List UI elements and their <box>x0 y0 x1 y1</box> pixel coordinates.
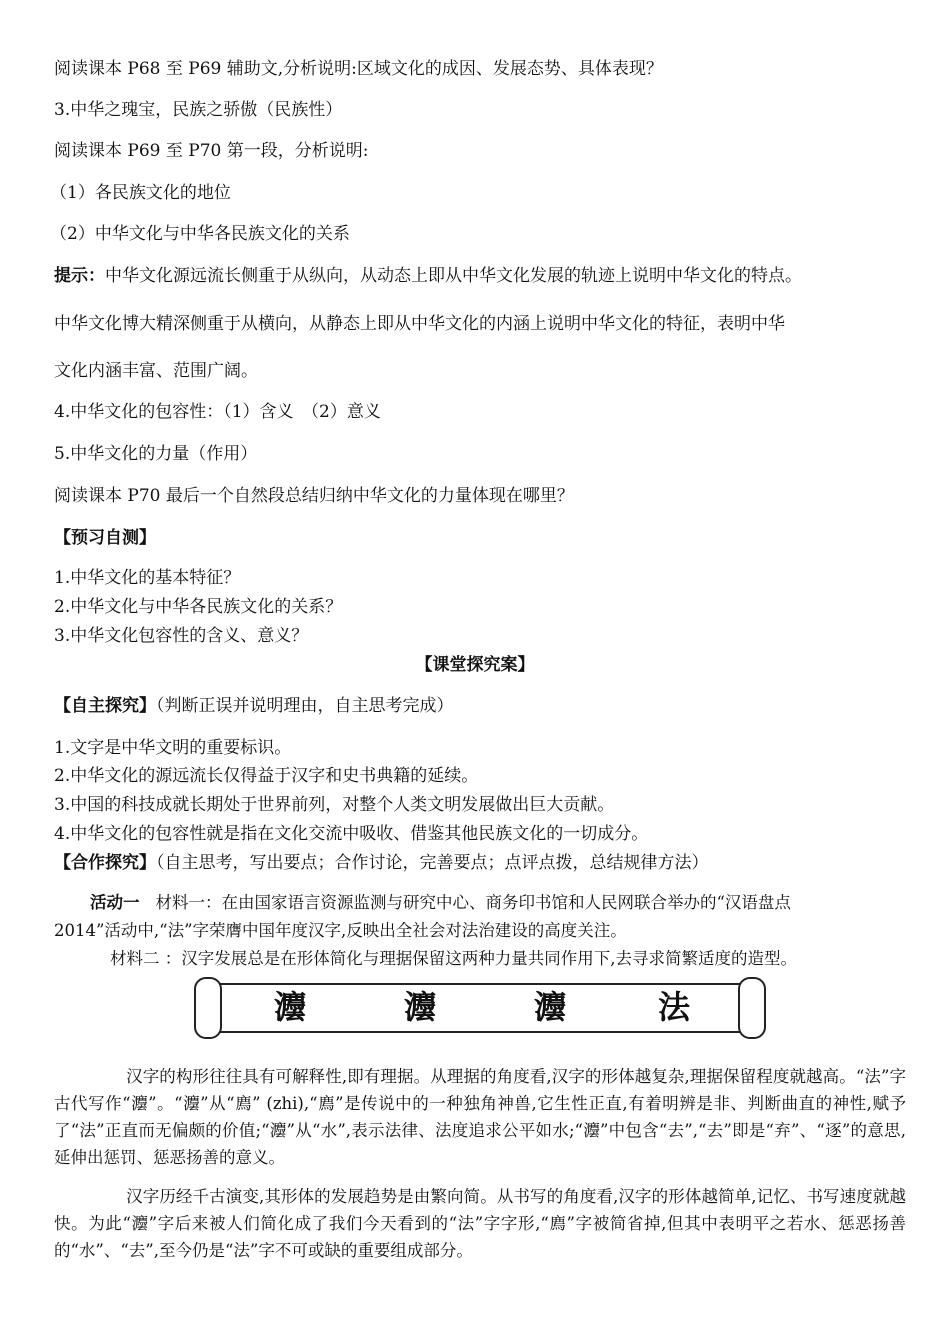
self-inquiry-item: 4.中华文化的包容性就是指在文化交流中吸收、借鉴其他民族文化的一切成分。 <box>54 824 649 844</box>
explanation-paragraph-2 <box>54 1183 906 1264</box>
reading-instruction-2: 阅读课本 P69 至 P70 第一段，分析说明: <box>54 141 369 161</box>
hint-line <box>54 265 802 287</box>
scroll-roll-right <box>738 977 766 1039</box>
ancient-character-3: 灋 <box>534 988 567 1026</box>
scroll-roll-left <box>194 977 222 1039</box>
hint-text: 中华文化源远流长侧重于从纵向，从动态上即从中华文化发展的轨迹上说明中华文化的特点。 <box>105 266 802 286</box>
reading-instruction-1: 阅读课本 P68 至 P69 辅助文,分析说明:区域文化的成因、发展态势、具体表现？ <box>54 59 663 79</box>
self-inquiry-item: 3.中国的科技成就长期处于世界前列，对整个人类文明发展做出巨大贡献。 <box>54 795 615 815</box>
question-1: （1）各民族文化的地位 <box>50 183 231 203</box>
ancient-character-2: 灋 <box>404 988 437 1026</box>
self-inquiry-item: 1.文字是中华文明的重要标识。 <box>54 738 292 758</box>
material-1-continuation: 2014”活动中,“法”字荣膺中国年度汉字,反映出全社会对法治建设的高度关注。 <box>54 921 627 940</box>
question-2: （2）中华文化与中华各民族文化的关系 <box>50 224 350 244</box>
classroom-heading: 【课堂探究案】 <box>415 655 535 675</box>
coop-inquiry-heading: 【合作探究】 <box>54 853 156 873</box>
hint-label: 提示： <box>54 266 105 286</box>
section-4-title: 4.中华文化的包容性：（1）含义 （2）意义 <box>54 402 381 422</box>
paragraph-1-text: 汉字的构形往往具有可解释性,即有理据。从理据的角度看,汉字的形体越复杂,理据保留程度就越高。“法”字古代写作“灋”。“灋”从“廌” (zhi),“廌”是传说中的一种独角神兽,它生性正直,有着明辨是非、判断曲直的神性,赋予了“法”正直而无偏颇的价值;“灋”从“水”,表示法律、法度追求公平如水;“灋”中包含“去”,“去”即是“弃”、“逐”的意思,延伸出惩罚、惩恶扬善的意义。 <box>54 1067 906 1167</box>
self-inquiry-note: （判断正误并说明理由，自主思考完成） <box>156 696 454 716</box>
modern-character-fa: 法 <box>658 988 691 1026</box>
preview-item: 2.中华文化与中华各民族文化的关系？ <box>54 597 343 617</box>
explanation-paragraph-1 <box>54 1063 906 1171</box>
preview-heading: 【预习自测】 <box>54 528 156 548</box>
hint-continuation-1: 中华文化博大精深侧重于从横向，从静态上即从中华文化的内涵上说明中华文化的特征，表明中华 <box>54 314 785 334</box>
ancient-character-1: 灋 <box>274 988 307 1026</box>
material-2-text: 材料二 ：汉字发展总是在形体简化与理据保留这两种力量共同作用下,去寻求简繁适度的造型。 <box>110 949 797 968</box>
hint-continuation-2: 文化内涵丰富、范围广阔。 <box>54 361 258 381</box>
preview-item: 1.中华文化的基本特征？ <box>54 568 241 588</box>
material-1-text: 材料一：在由国家语言资源监测与研究中心、商务印书馆和人民网联合举办的“汉语盘点 <box>155 893 791 912</box>
paragraph-2-text: 汉字历经千古演变,其形体的发展趋势是由繁向简。从书写的角度看,汉字的形体越简单,记忆、书写速度就越快。为此“灋”字后来被人们简化成了我们今天看到的“法”字字形,“廌”字被简省掉,但其中表明平之若水、惩恶扬善的“水”、“去”,至今仍是“法”字不可或缺的重要组成部分。 <box>54 1187 906 1260</box>
scroll-banner <box>194 975 766 1039</box>
section-3-title: 3.中华之瑰宝，民族之骄傲（民族性） <box>54 100 343 120</box>
coop-inquiry-note: （自主思考，写出要点；合作讨论，完善要点；点评点拨，总结规律方法） <box>156 853 709 873</box>
section-5-title: 5.中华文化的力量（作用） <box>54 444 258 464</box>
coop-inquiry-line <box>54 852 709 874</box>
self-inquiry-line <box>54 695 454 717</box>
reading-instruction-3: 阅读课本 P70 最后一个自然段总结归纳中华文化的力量体现在哪里？ <box>54 486 574 506</box>
activity-label: 活动一 <box>90 893 140 912</box>
preview-item: 3.中华文化包容性的含义、意义？ <box>54 626 309 646</box>
self-inquiry-heading: 【自主探究】 <box>54 696 156 716</box>
material-1-line <box>90 892 791 914</box>
self-inquiry-item: 2.中华文化的源远流长仅得益于汉字和史书典籍的延续。 <box>54 766 479 786</box>
